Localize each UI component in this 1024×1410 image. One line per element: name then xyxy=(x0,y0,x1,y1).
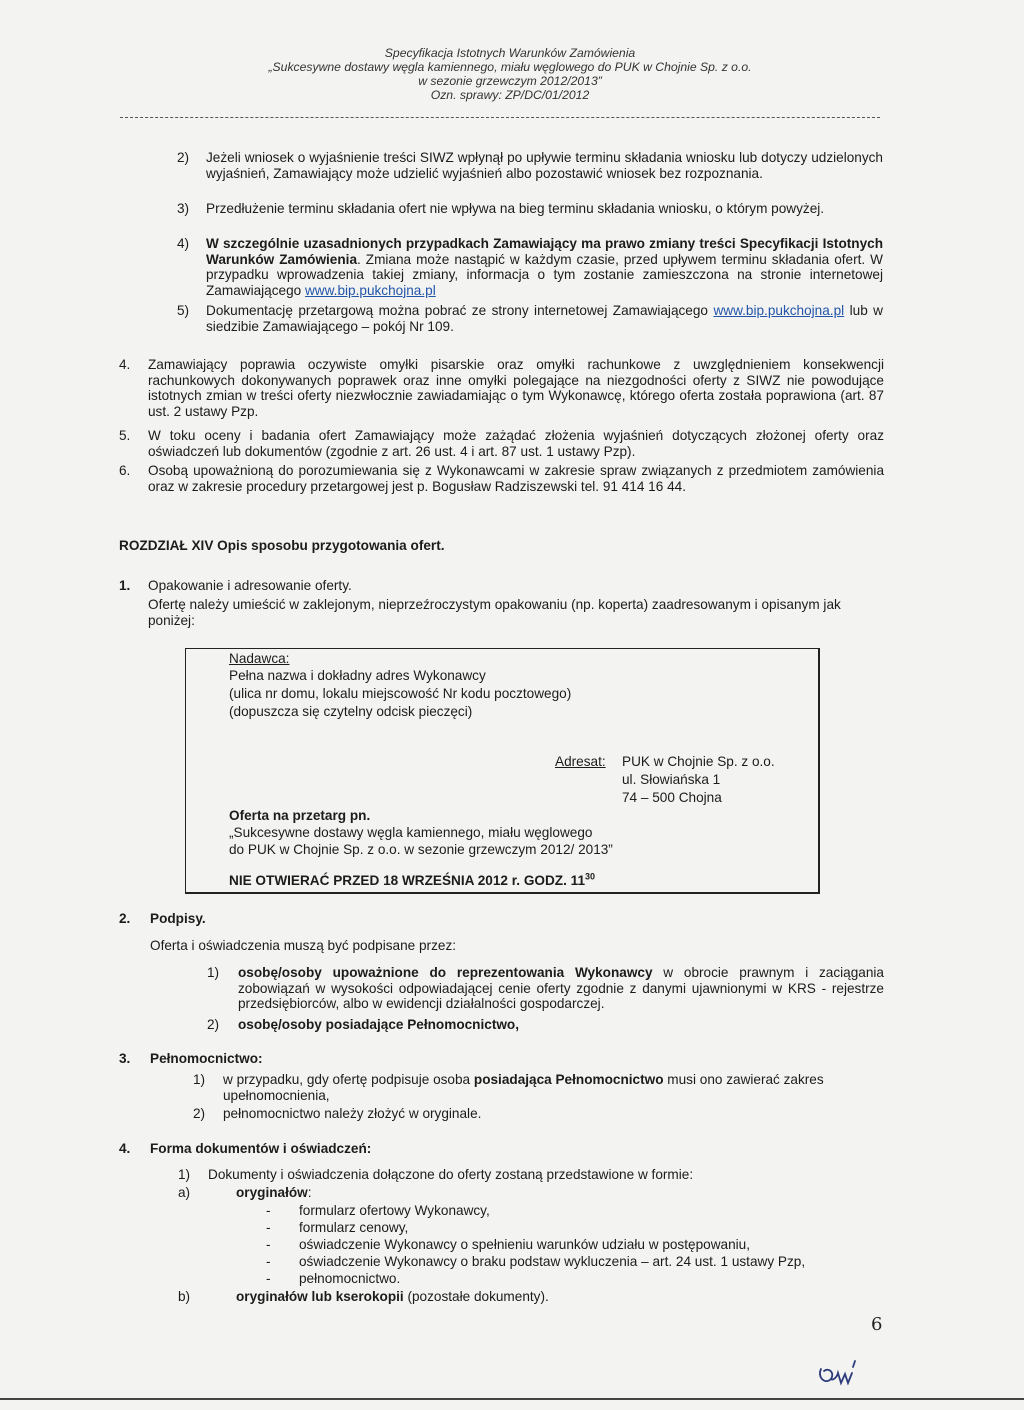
section-number: 3. xyxy=(119,1051,131,1066)
section-number: 4. xyxy=(119,1141,131,1156)
sub-item-number: 1) xyxy=(193,1072,206,1087)
sub-item-bold: W szczególnie uzasadnionych przypadkach Zamawiający ma prawo zmiany treści Specyfikacji Istotnych Warunków Zamówienia xyxy=(206,236,883,267)
bottom-edge-line xyxy=(0,1398,1024,1400)
website-link[interactable]: www.bip.pukchojna.pl xyxy=(713,303,845,318)
sub-item-body: w obrocie prawnym i zaciągania zobowiązań w wysokości odpowiadającej cenie oferty zgodnie z danymi ujawnionymi w KRS - rejestrze przedsiębiorców, albo w ewidencji działalności gospodarczej. xyxy=(238,965,884,1012)
header-divider xyxy=(120,117,880,118)
sub-item-text xyxy=(206,236,883,298)
offer-line: do PUK w Chojnie Sp. z o.o. w sezonie grzewczym 2012/ 2013” xyxy=(229,842,613,857)
section-title: Opakowanie i adresowanie oferty. xyxy=(148,578,352,593)
addressee-line: ul. Słowiańska 1 xyxy=(622,772,721,787)
letter-item-colon: : xyxy=(307,1185,312,1200)
section-text: Ofertę należy umieścić w zaklejonym, nieprzeźroczystym opakowaniu (np. koperta) zaadresowanym i opisanym jak poniżej: xyxy=(148,597,841,628)
section-title: Pełnomocnictwo: xyxy=(150,1051,263,1066)
sub-item-number: 5) xyxy=(177,303,190,318)
letter-item-title xyxy=(236,1289,549,1305)
offer-line: „Sukcesywne dostawy węgla kamiennego, miału węglowego xyxy=(229,825,593,840)
letter-item-body: (pozostałe dokumenty). xyxy=(403,1289,549,1304)
letter-item-label: a) xyxy=(178,1185,191,1200)
handwritten-initials xyxy=(815,1355,875,1393)
main-item-number: 4. xyxy=(119,357,131,372)
sub-item-text: pełnomocnictwo należy złożyć w oryginale. xyxy=(223,1106,482,1121)
sub-item-number: 2) xyxy=(177,150,190,165)
list-dash: - xyxy=(266,1237,271,1252)
letter-item-title xyxy=(236,1185,312,1201)
main-item-text: W toku oceny i badania ofert Zamawiający może zażądać złożenia wyjaśnień dotyczących złożonej oferty oraz oświadczeń lub dokumentów (zgodnie z art. 26 ust. 4 i art. 87 ust. 1 ustawy Pzp). xyxy=(148,428,884,459)
sub-item-number: 1) xyxy=(207,965,220,980)
section-number: 2. xyxy=(119,911,131,926)
list-dash: - xyxy=(266,1254,271,1269)
main-item-text: Zamawiający poprawia oczywiste omyłki pisarskie oraz omyłki rachunkowe z uwzględnieniem konsekwencji rachunkowych dokonywanych poprawek oraz inne omyłki polegające na niezgodności oferty z SIWZ nie powodujące istotnych zmian w treści oferty niezwłocznie zawiadamiając o tym Wykonawcę, którego oferta została poprawiona (art. 87 ust. 2 ustawy Pzp. xyxy=(148,357,884,419)
letter-item-bold: oryginałów xyxy=(236,1185,308,1200)
main-item-text: Osobą upoważnioną do porozumiewania się z Wykonawcami w zakresie spraw związanych z przedmiotem zamówienia oraz w zakresie procedury przetargowej jest p. Bogusław Radziszewski tel. 91 414 16 44. xyxy=(148,463,884,494)
list-item: pełnomocnictwo. xyxy=(299,1271,401,1286)
list-item: oświadczenie Wykonawcy o braku podstaw wykluczenia – art. 24 ust. 1 ustawy Pzp, xyxy=(299,1254,806,1269)
list-item: formularz ofertowy Wykonawcy, xyxy=(299,1203,490,1218)
sub-item-number: 3) xyxy=(177,201,190,216)
sub-item-body: Dokumentację przetargową można pobrać ze strony internetowej Zamawiającego xyxy=(206,303,714,318)
main-item-number: 6. xyxy=(119,463,131,478)
sub-item-number: 2) xyxy=(193,1106,206,1121)
sub-item-text: Dokumenty i oświadczenia dołączone do oferty zostaną przedstawione w formie: xyxy=(208,1167,694,1182)
sub-item-text: Przedłużenie terminu składania ofert nie wpływa na bieg terminu składania wniosku, o którym powyżej. xyxy=(206,201,825,216)
document-header xyxy=(120,46,900,102)
sub-item-text xyxy=(206,303,883,334)
sender-line: (ulica nr domu, lokalu miejscowość Nr kodu pocztowego) xyxy=(229,686,572,701)
letter-item-label: b) xyxy=(178,1289,191,1304)
warning-minutes: 30 xyxy=(585,871,596,882)
header-season: w sezonie grzewczym 2012/2013” xyxy=(418,74,602,88)
sub-item-body-cont: musi ono zawierać zakres upełnomocnienia, xyxy=(223,1072,824,1103)
section-intro: Oferta i oświadczenia muszą być podpisane przez: xyxy=(150,938,457,953)
section-title: Forma dokumentów i oświadczeń: xyxy=(150,1141,372,1156)
do-not-open-warning xyxy=(229,873,595,889)
sub-item-bold: posiadająca Pełnomocnictwo xyxy=(473,1072,664,1087)
sender-line: (dopuszcza się czytelny odcisk pieczęci) xyxy=(229,704,473,719)
sub-item-text: osobę/osoby posiadające Pełnomocnictwo, xyxy=(238,1017,520,1032)
sender-line: Pełna nazwa i dokładny adres Wykonawcy xyxy=(229,668,486,683)
header-case-number: Ozn. sprawy: ZP/DC/01/2012 xyxy=(430,88,590,102)
page-number: 6 xyxy=(871,1314,883,1335)
chapter-heading: ROZDZIAŁ XIV Opis sposobu przygotowania ofert. xyxy=(119,538,445,553)
envelope-template xyxy=(185,648,820,894)
warning-text: NIE OTWIERAĆ PRZED 18 WRZEŚNIA 2012 r. GODZ. 11 xyxy=(229,873,586,888)
sub-item-text: Jeżeli wniosek o wyjaśnienie treści SIWZ wpłynął po upływie terminu składania wniosku lub dotyczy udzielonych wyjaśnień, Zamawiający może udzielić wyjaśnień albo pozostawić wniosek bez rozpoznania. xyxy=(206,150,883,181)
section-title: Podpisy. xyxy=(150,911,206,926)
sub-item-number: 2) xyxy=(207,1017,220,1032)
header-title: Specyfikacja Istotnych Warunków Zamówienia xyxy=(384,46,636,60)
list-dash: - xyxy=(266,1203,271,1218)
sub-item-number: 1) xyxy=(178,1167,191,1182)
main-item-number: 5. xyxy=(119,428,131,443)
sub-item-body-cont: lub w siedzibie Zamawiającego – pokój Nr 109. xyxy=(206,303,884,334)
offer-title: Oferta na przetarg pn. xyxy=(229,808,371,823)
list-item: formularz cenowy, xyxy=(299,1220,409,1235)
sub-item-text xyxy=(223,1072,885,1103)
sub-item-bold: osobę/osoby upoważnione do reprezentowania Wykonawcy xyxy=(238,965,653,980)
letter-item-bold: oryginałów lub kserokopii xyxy=(236,1289,404,1304)
addressee-line: PUK w Chojnie Sp. z o.o. xyxy=(622,754,775,769)
sub-item-body: . Zmiana może nastąpić w każdym czasie, przed upływem terminu składania ofert. W przypadku wprowadzenia takiej zmiany, informacja o tym zostanie zamieszczona na stronie internetowej Zamawiającego xyxy=(206,251,883,298)
header-subject: „Sukcesywne dostawy węgla kamiennego, miału węglowego do PUK w Chojnie Sp. z o.o. xyxy=(268,60,752,74)
section-number: 1. xyxy=(119,578,131,593)
sender-label: Nadawca: xyxy=(229,651,290,666)
sub-item-body: w przypadku, gdy ofertę podpisuje osoba xyxy=(223,1072,474,1087)
addressee-label: Adresat: xyxy=(555,754,606,769)
sub-item-number: 4) xyxy=(177,236,190,251)
list-dash: - xyxy=(266,1220,271,1235)
list-item: oświadczenie Wykonawcy o spełnieniu warunków udziału w postępowaniu, xyxy=(299,1237,750,1252)
list-dash: - xyxy=(266,1271,271,1286)
website-link[interactable]: www.bip.pukchojna.pl xyxy=(304,282,436,298)
sub-item-text xyxy=(238,965,884,1012)
addressee-line: 74 – 500 Chojna xyxy=(622,790,722,805)
